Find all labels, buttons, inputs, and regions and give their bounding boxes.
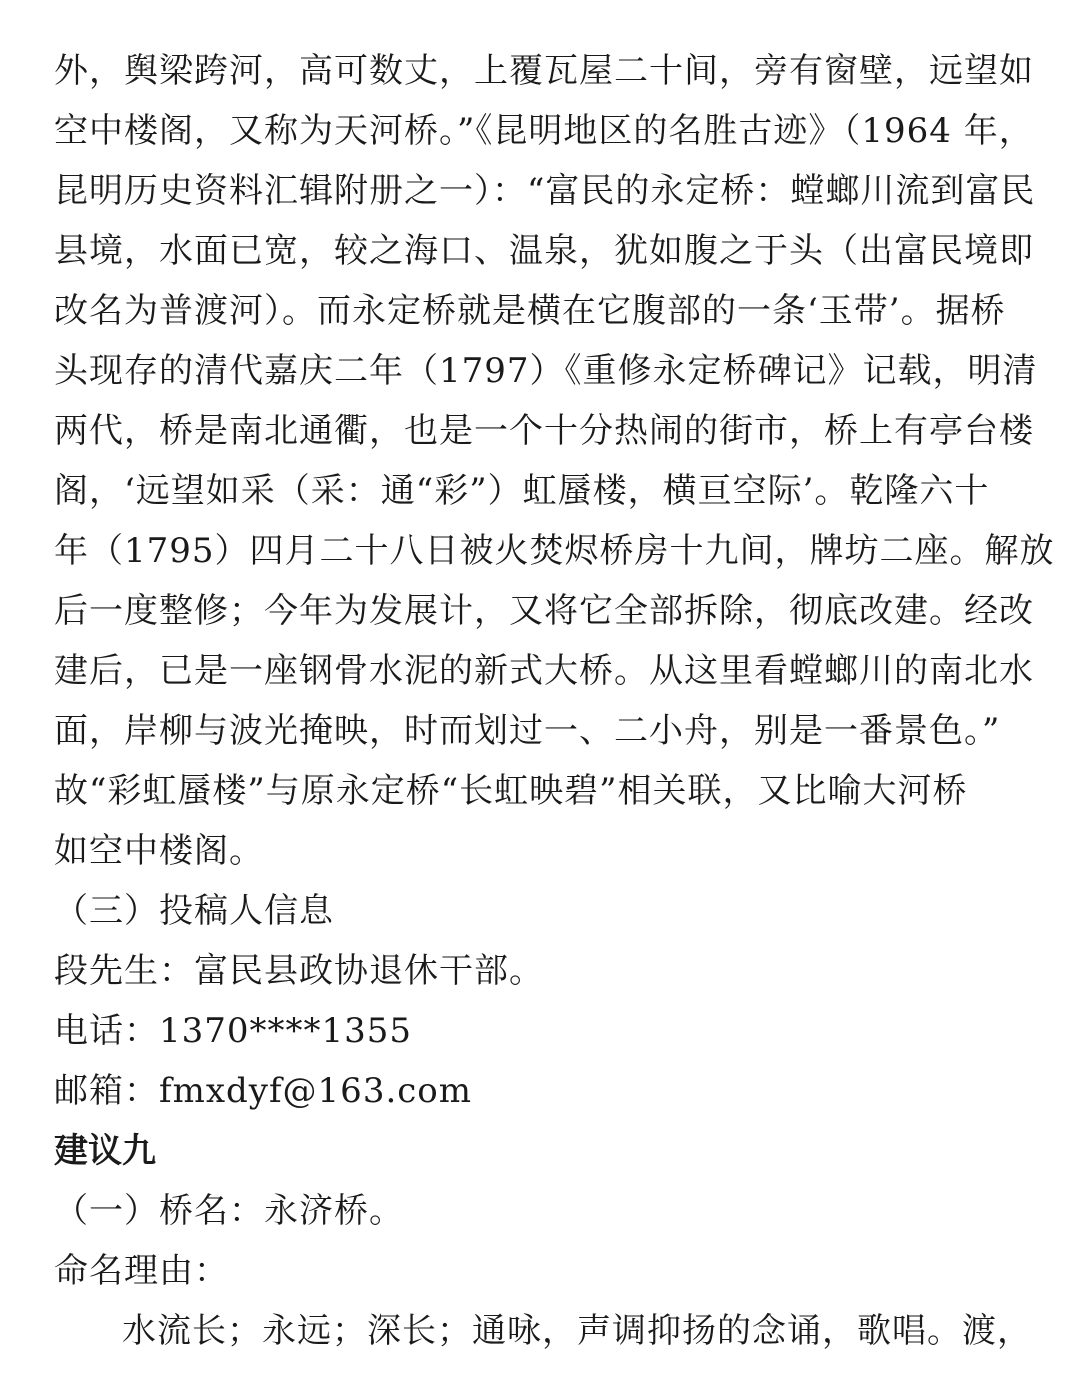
paragraph-line-7: 两代，桥是南北通衢，也是一个十分热闹的街市，桥上有亭台楼: [54, 411, 1034, 451]
suggestion-nine-heading: 建议九: [54, 1131, 156, 1171]
contributor-section-title: （三）投稿人信息: [54, 891, 334, 931]
bridge-name-line: （一）桥名：永济桥。: [54, 1191, 404, 1231]
paragraph-line-5: 改名为普渡河）。而永定桥就是横在它腹部的一条‘玉带’。据桥: [54, 291, 1006, 331]
paragraph-line-8: 阁，‘远望如采（采：通“彩”）虹蜃楼，横亘空际’。乾隆六十: [54, 471, 990, 511]
paragraph-line-2: 空中楼阁，又称为天河桥。”《昆明地区的名胜古迹》（1964 年，: [54, 111, 1034, 151]
paragraph-line-10: 后一度整修；今年为发展计，又将它全部拆除，彻底改建。经改: [54, 591, 1034, 631]
paragraph-line-4: 县境，水面已宽，较之海口、温泉，犹如腹之于头（出富民境即: [54, 231, 1034, 271]
paragraph-line-11: 建后，已是一座钢骨水泥的新式大桥。从这里看螳螂川的南北水: [54, 651, 1034, 691]
paragraph-line-1: 外，舆梁跨河，高可数丈，上覆瓦屋二十间，旁有窗壁，远望如: [54, 51, 1034, 91]
contributor-name: 段先生：富民县政协退休干部。: [54, 951, 544, 991]
naming-reason-text: 水流长；永远；深长；通咏，声调抑扬的念诵，歌唱。渡，: [122, 1311, 1032, 1351]
paragraph-line-6: 头现存的清代嘉庆二年（1797）《重修永定桥碑记》记载，明清: [54, 351, 1038, 391]
paragraph-line-3: 昆明历史资料汇辑附册之一）：“富民的永定桥：螳螂川流到富民: [54, 171, 1036, 211]
contributor-email: 邮箱：fmxdyf@163.com: [54, 1071, 473, 1111]
paragraph-line-9: 年（1795）四月二十八日被火焚烬桥房十九间，牌坊二座。解放: [54, 531, 1055, 571]
paragraph-line-14: 如空中楼阁。: [54, 831, 264, 871]
contributor-phone: 电话：1370****1355: [54, 1011, 413, 1051]
naming-reason-label: 命名理由：: [54, 1251, 229, 1291]
paragraph-line-12: 面，岸柳与波光掩映，时而划过一、二小舟，别是一番景色。”: [54, 711, 1001, 751]
paragraph-line-13: 故“彩虹蜃楼”与原永定桥“长虹映碧”相关联，又比喻大河桥: [54, 771, 968, 811]
